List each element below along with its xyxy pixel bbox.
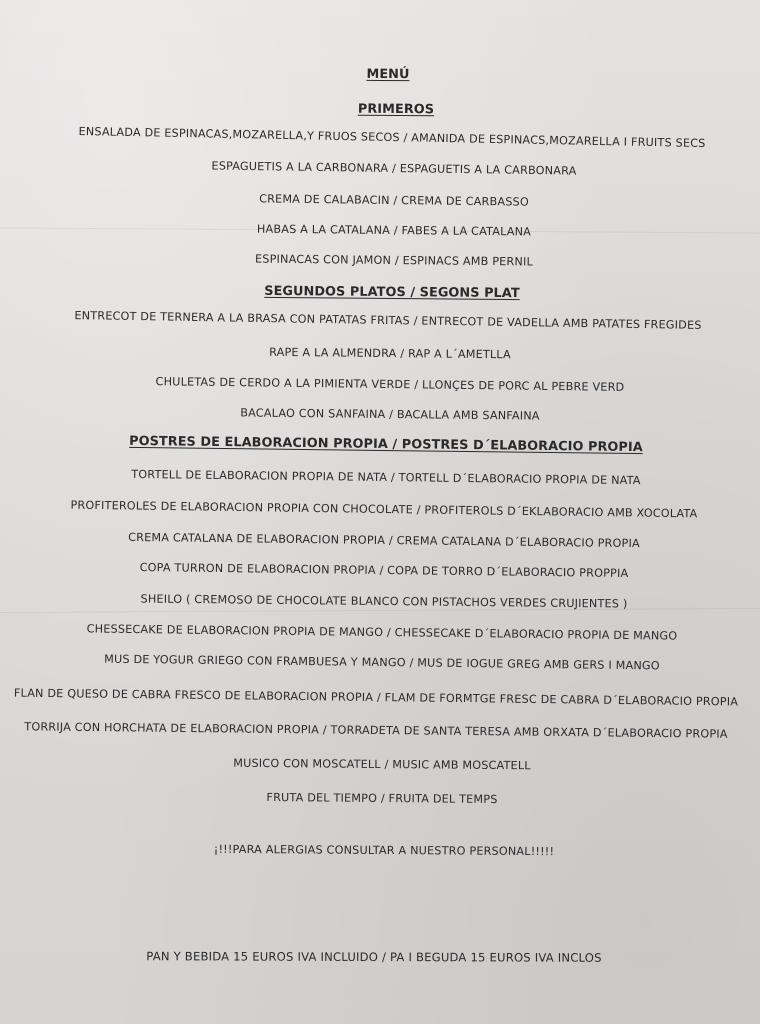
price-footer: PAN Y BEBIDA 15 EUROS IVA INCLUIDO / PA I BEGUDA 15 EUROS IVA INCLOS xyxy=(146,949,602,965)
menu-item: SHEILO ( CREMOSO DE CHOCOLATE BLANCO CON PISTACHOS VERDES CRUJIENTES ) xyxy=(140,592,628,611)
section-heading-postres: POSTRES DE ELABORACION PROPIA / POSTRES D´ELABORACIO PROPIA xyxy=(129,433,643,456)
menu-item: CREMA DE CALABACIN / CREMA DE CARBASSO xyxy=(259,192,529,209)
menu-item: CHULETAS DE CERDO A LA PIMIENTA VERDE / LLONÇES DE PORC AL PEBRE VERD xyxy=(155,375,625,394)
menu-item: MUSICO CON MOSCATELL / MUSIC AMB MOSCATELL xyxy=(233,756,531,773)
menu-item: HABAS A LA CATALANA / FABES A LA CATALANA xyxy=(256,222,532,239)
menu-item: RAPE A LA ALMENDRA / RAP A L´AMETLLA xyxy=(269,345,511,362)
menu-item: ENSALADA DE ESPINACAS,MOZARELLA,Y FRUOS SECOS / AMANIDA DE ESPINACS,MOZARELLA I FRUITS SECS xyxy=(78,124,706,151)
menu-item: ESPINACAS CON JAMON / ESPINACS AMB PERNIL xyxy=(254,252,534,269)
menu-item: PROFITEROLES DE ELABORACION PROPIA CON CHOCOLATE / PROFITEROLS D´EKLABORACIO AMB XOCOLATA xyxy=(70,498,698,521)
menu-item: BACALAO CON SANFAINA / BACALLA AMB SANFAINA xyxy=(240,406,540,423)
section-heading-segundos: SEGUNDOS PLATOS / SEGONS PLAT xyxy=(264,283,520,302)
menu-title: MENÚ xyxy=(366,66,410,83)
allergy-notice: ¡!!!PARA ALERGIAS CONSULTAR A NUESTRO PERSONAL!!!!! xyxy=(213,842,555,859)
menu-item: CREMA CATALANA DE ELABORACION PROPIA / CREMA CATALANA D´ELABORACIO PROPIA xyxy=(128,530,640,551)
section-heading-primeros: PRIMEROS xyxy=(357,101,435,118)
menu-item: ENTRECOT DE TERNERA A LA BRASA CON PATATAS FRITAS / ENTRECOT DE VADELLA AMB PATATES FREGIDES xyxy=(74,309,702,332)
menu-item: COPA TURRON DE ELABORACION PROPIA / COPA DE TORRO D´ELABORACIO PROPPIA xyxy=(139,561,629,580)
menu-item: FLAN DE QUESO DE CABRA FRESCO DE ELABORACION PROPIA / FLAM DE FORMTGE FRESC DE CABRA D´ELABORACIO PROPIA xyxy=(13,686,739,709)
menu-item: ESPAGUETIS A LA CARBONARA / ESPAGUETIS A LA CARBONARA xyxy=(211,159,577,178)
menu-item: CHESSECAKE DE ELABORACION PROPIA DE MANGO / CHESSECAKE D´ELABORACIO PROPIA DE MANGO xyxy=(86,622,678,643)
menu-item: MUS DE YOGUR GRIEGO CON FRAMBUESA Y MANGO / MUS DE IOGUE GREG AMB GERS I MANGO xyxy=(104,652,660,673)
menu-item: FRUTA DEL TIEMPO / FRUITA DEL TEMPS xyxy=(266,790,498,807)
menu-item: TORTELL DE ELABORACION PROPIA DE NATA / TORTELL D´ELABORACIO PROPIA DE NATA xyxy=(131,467,641,488)
menu-item: TORRIJA CON HORCHATA DE ELABORACION PROPIA / TORRADETA DE SANTA TERESA AMB ORXATA D´ELABORACIO PROPIA xyxy=(24,720,728,741)
